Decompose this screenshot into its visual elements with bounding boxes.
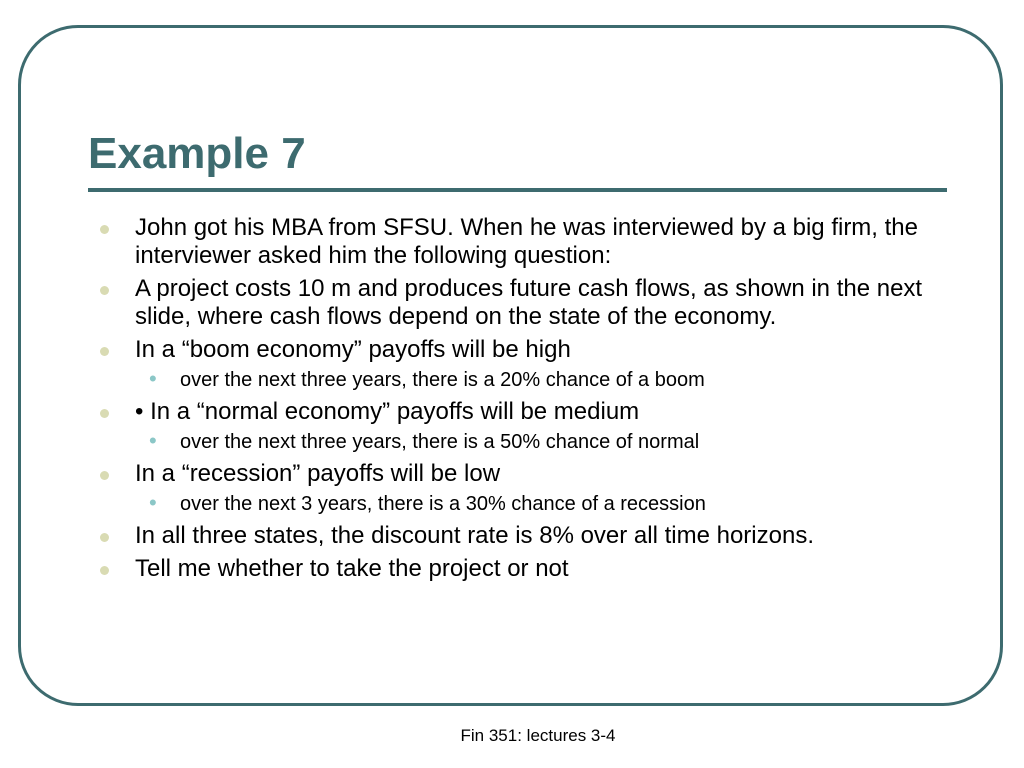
bullet-text: Tell me whether to take the project or not bbox=[135, 555, 569, 582]
bullet-item bbox=[100, 214, 940, 270]
bullet-item bbox=[100, 555, 940, 583]
sub-bullet-text: over the next three years, there is a 20% chance of a boom bbox=[180, 369, 705, 391]
bullet-text: John got his MBA from SFSU. When he was interviewed by a big firm, the interviewer asked him the following question: bbox=[135, 214, 918, 269]
bullet-dot-icon bbox=[100, 566, 109, 575]
bullet-dot-icon bbox=[100, 286, 109, 295]
bullet-item bbox=[100, 460, 940, 488]
bullet-text: A project costs 10 m and produces future cash flows, as shown in the next slide, where cash flows depend on the state of the economy. bbox=[135, 275, 923, 330]
bullet-text: In a “recession” payoffs will be low bbox=[135, 460, 501, 487]
bullet-item bbox=[100, 398, 940, 426]
bullet-item bbox=[100, 275, 940, 331]
slide-title: Example 7 bbox=[88, 129, 306, 178]
sub-bullet-dot-icon: • bbox=[149, 366, 157, 391]
sub-bullet-text: over the next 3 years, there is a 30% chance of a recession bbox=[180, 493, 706, 515]
bullet-text: In all three states, the discount rate is 8% over all time horizons. bbox=[135, 522, 814, 549]
sub-bullet-dot-icon: • bbox=[149, 428, 157, 453]
bullet-list bbox=[100, 214, 940, 588]
sub-bullet-dot-icon: • bbox=[149, 490, 157, 515]
bullet-dot-icon bbox=[100, 471, 109, 480]
sub-bullet-item bbox=[100, 492, 940, 516]
bullet-dot-icon bbox=[100, 409, 109, 418]
sub-bullet-text: over the next three years, there is a 50% chance of normal bbox=[180, 431, 700, 453]
bullet-dot-icon bbox=[100, 347, 109, 356]
bullet-dot-icon bbox=[100, 533, 109, 542]
bullet-text: In a “boom economy” payoffs will be high bbox=[135, 336, 571, 363]
bullet-item bbox=[100, 522, 940, 550]
sub-bullet-item bbox=[100, 430, 940, 454]
sub-bullet-item bbox=[100, 368, 940, 392]
bullet-item bbox=[100, 336, 940, 364]
slide-footer: Fin 351: lectures 3-4 bbox=[460, 726, 616, 745]
bullet-dot-icon bbox=[100, 225, 109, 234]
title-underline bbox=[88, 188, 947, 192]
bullet-text: • In a “normal economy” payoffs will be medium bbox=[135, 398, 640, 425]
